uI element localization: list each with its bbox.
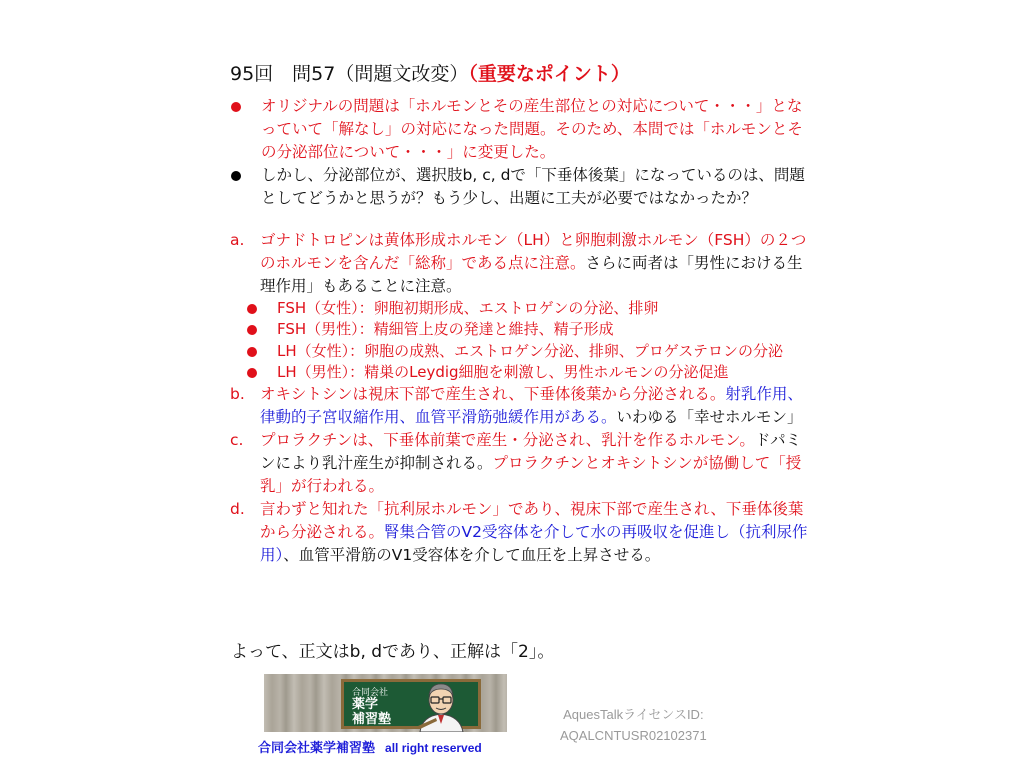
bullet-dot-icon	[247, 368, 257, 378]
bullet-dot-icon	[247, 304, 257, 314]
sub-item	[230, 362, 814, 383]
sub-item-text: FSH（女性）：卵胞初期形成、エストロゲンの分泌、排卵	[277, 299, 659, 317]
license-info	[560, 704, 707, 746]
company-name: 合同会社薬学補習塾	[258, 741, 376, 756]
company-credit	[258, 737, 482, 756]
choice-d-red-text: 言わずと知れた「抗利尿ホルモン」であり、視床下部で産生され、下垂体後葉から分泌される。	[260, 500, 804, 542]
bullet-dot-icon	[247, 325, 257, 335]
note-item	[226, 164, 806, 210]
slide-title	[230, 62, 630, 86]
bullet-dot-icon	[231, 171, 241, 181]
notes-list	[226, 95, 806, 210]
sub-item	[230, 341, 814, 362]
choice-c	[230, 429, 814, 498]
logo-small-text: 合同会社	[352, 688, 389, 698]
teacher-illustration-icon	[414, 678, 469, 732]
choice-marker: a.	[230, 231, 245, 249]
choice-d-blue-text: 腎集合管のV2受容体を介して水の再吸収を促進し（抗利尿作用）	[260, 523, 808, 565]
sub-item-text: LH（男性）：精巣のLeydig細胞を刺激し、男性ホルモンの分泌促進	[277, 362, 729, 381]
choice-a-red-text: ゴナドトロピンは黄体形成ホルモン（LH）と卵胞刺激ホルモン（FSH）の２つのホルモンを含んだ「総称」である点に注意。	[260, 231, 807, 272]
choice-marker: c.	[230, 431, 244, 450]
sub-item	[230, 298, 814, 319]
bullet-dot-icon	[247, 347, 257, 357]
choice-explanations	[230, 229, 814, 567]
sub-item	[230, 319, 814, 340]
sub-item-text: LH（女性）：卵胞の成熟、エストロゲン分泌、排卵、プロゲステロンの分泌	[277, 341, 783, 360]
sub-item-text: FSH（男性）：精細管上皮の発達と維持、精子形成	[277, 320, 614, 339]
choice-c-black-text: ドパミンにより乳汁産生が抑制される。	[260, 431, 802, 473]
choice-a-black-text: さらに両者は「男性における生理作用」もあることに注意。	[260, 254, 803, 295]
choice-marker: b.	[230, 385, 245, 404]
license-line-2: AQALCNTUSR02102371	[560, 728, 707, 743]
choice-d	[230, 498, 814, 567]
license-line-1: AquesTalkライセンスID:	[563, 707, 704, 722]
choice-c-red-text: プロラクチンは、下垂体前葉で産生・分泌され、乳汁を作るホルモン。	[260, 431, 755, 450]
note-text: オリジナルの問題は「ホルモンとその産生部位との対応について・・・」となっていて「解なし」の対応になった問題。そのため、本問では「ホルモンとその分泌部位について・・・」に変更した。	[261, 97, 803, 161]
bullet-dot-icon	[231, 102, 241, 112]
rights-text: all right reserved	[385, 741, 482, 755]
choice-d-black-text: 、血管平滑筋のV1受容体を介して血圧を上昇させる。	[283, 546, 661, 565]
choice-b-blue-text: 射乳作用、律動的子宮収縮作用、血管平滑筋弛緩作用がある。	[260, 385, 803, 427]
title-point: （重要なポイント）	[468, 63, 630, 85]
note-text: しかし、分泌部位が、選択肢b, c, dで「下垂体後葉」になっているのは、問題としてどうかと思うが？もう少し、出題に工夫が必要ではなかったか？	[261, 166, 805, 207]
conclusion-text: よって、正文はb, dであり、正解は「2」。	[231, 642, 555, 662]
logo-line-1: 薬学	[352, 697, 379, 712]
choice-b-black-text: いわゆる「幸せホルモン」	[616, 408, 803, 427]
title-text: 95回 問57（問題文改変）	[230, 63, 469, 85]
choice-c-red-text-2: プロラクチンとオキシトシンが協働して「授乳」が行われる。	[260, 454, 802, 496]
choice-b-red-text: オキシトシンは視床下部で産生され、下垂体後葉から分泌される。	[260, 385, 726, 404]
note-item	[226, 95, 806, 164]
logo-line-2: 補習塾	[352, 712, 392, 727]
choice-marker: d.	[230, 500, 245, 519]
choice-a	[230, 229, 814, 298]
logo-banner	[264, 674, 507, 732]
choice-b	[230, 383, 814, 429]
